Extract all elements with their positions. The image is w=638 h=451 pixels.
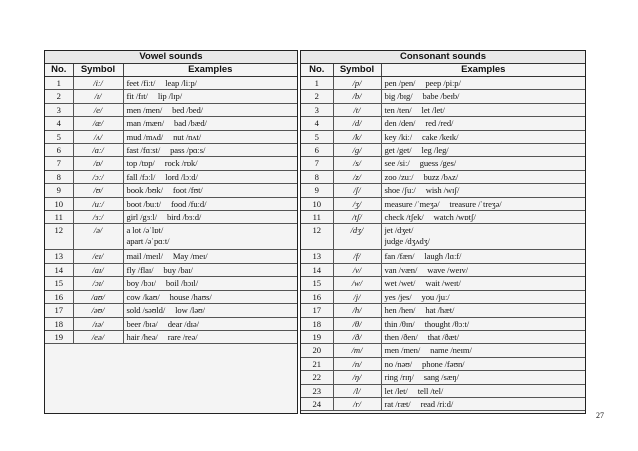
- example-words: [381, 384, 585, 397]
- row-number: 1: [45, 77, 73, 90]
- row-number: 17: [301, 304, 333, 317]
- example-word-2: food /fuːd/: [170, 198, 207, 209]
- example-word-2: watch /wɒtʃ/: [433, 212, 476, 223]
- example-words: [123, 197, 297, 210]
- row-number: 23: [301, 384, 333, 397]
- phoneme-symbol: /ɑː/: [73, 144, 123, 157]
- phoneme-symbol: /ʌ/: [73, 130, 123, 143]
- table-row: [45, 277, 297, 290]
- example-word-1: beer /bɪə/: [126, 318, 158, 329]
- row-number: 6: [45, 144, 73, 157]
- example-words: [381, 330, 585, 343]
- phoneme-symbol: /ŋ/: [333, 371, 381, 384]
- table-row: [45, 130, 297, 143]
- phoneme-symbol: /aʊ/: [73, 290, 123, 303]
- table-row: [301, 144, 585, 157]
- consonant-table-title: Consonant sounds: [301, 51, 585, 64]
- table-row: [45, 103, 297, 116]
- table-row: [45, 290, 297, 303]
- example-word-1: check /tʃek/: [384, 212, 424, 223]
- table-row: [45, 144, 297, 157]
- example-word-1: wet /wet/: [384, 278, 416, 289]
- example-word-2: buy /baɪ/: [163, 264, 193, 275]
- phoneme-symbol: /p/: [333, 77, 381, 90]
- example-word-1: feet /fiːt/: [126, 78, 156, 88]
- example-word-2: pass /pɑːs/: [170, 145, 206, 156]
- example-word-1: den /den/: [384, 118, 416, 129]
- example-words: [381, 90, 585, 103]
- example-word-2: sang /sæŋ/: [423, 372, 459, 383]
- phoneme-symbol: /l/: [333, 384, 381, 397]
- row-number: 24: [301, 397, 333, 410]
- example-word-1: fit /fɪt/: [126, 91, 148, 102]
- row-number: 9: [301, 184, 333, 197]
- example-word-2: guess /ges/: [419, 158, 457, 169]
- example-words: [381, 250, 585, 263]
- example-words: [381, 117, 585, 130]
- example-word-2: foot /fʊt/: [172, 185, 203, 196]
- row-number: 15: [301, 277, 333, 290]
- row-number: 2: [301, 90, 333, 103]
- table-row: [301, 77, 585, 90]
- table-row: [301, 317, 585, 330]
- example-words: [123, 103, 297, 116]
- example-words: [381, 357, 585, 370]
- example-word-2: laugh /lɑːf/: [424, 251, 462, 262]
- phoneme-symbol: /m/: [333, 344, 381, 357]
- phoneme-symbol: /ʒ/: [333, 197, 381, 210]
- table-row: [45, 157, 297, 170]
- phoneme-symbol: /æ/: [73, 117, 123, 130]
- phoneme-symbol: /ʊ/: [73, 184, 123, 197]
- example-word-1: hen /hen/: [384, 305, 416, 316]
- example-word-1: then /ðen/: [384, 331, 418, 342]
- example-word-2: dear /dɪə/: [167, 318, 199, 329]
- consonant-col-symbol: Symbol: [333, 64, 381, 77]
- phoneme-symbol: /h/: [333, 304, 381, 317]
- table-row: [45, 184, 297, 197]
- phoneme-symbol: /ɪ/: [73, 90, 123, 103]
- example-word-2: nut /nʌt/: [173, 131, 202, 142]
- table-row: [301, 224, 585, 250]
- phoneme-symbol: /ə/: [73, 224, 123, 250]
- example-words: [381, 157, 585, 170]
- example-word-2: peep /piːp/: [425, 78, 461, 88]
- example-word-1: boy /bɔɪ/: [126, 278, 156, 289]
- example-word-2: let /let/: [421, 104, 445, 115]
- row-number: 1: [301, 77, 333, 90]
- phoneme-symbol: /ɜː/: [73, 211, 123, 224]
- example-word-1: a lot /əˈlɒt/: [126, 225, 164, 236]
- example-word-2: read /riːd/: [420, 398, 454, 409]
- example-word-1: rat /ræt/: [384, 398, 411, 409]
- row-number: 11: [301, 211, 333, 224]
- phoneme-symbol: /ɪə/: [73, 317, 123, 330]
- example-word-2: lip /lɪp/: [157, 91, 182, 102]
- row-number: 16: [301, 290, 333, 303]
- example-words: [381, 170, 585, 183]
- example-word-1: fan /fæn/: [384, 251, 415, 262]
- example-word-1: men /men/: [126, 104, 163, 115]
- example-word-1: ring /rɪŋ/: [384, 372, 414, 383]
- example-word-1: measure /ˈmeʒə/: [384, 198, 440, 209]
- example-word-1: key /kiː/: [384, 131, 413, 142]
- example-word-2: phone /fəʊn/: [422, 358, 465, 369]
- vowel-sounds-table: [44, 50, 298, 414]
- example-words: [123, 330, 297, 343]
- table-row: [301, 250, 585, 263]
- table-row: [301, 130, 585, 143]
- page-number: 27: [596, 411, 604, 420]
- row-number: 19: [45, 330, 73, 343]
- example-words: [381, 224, 585, 250]
- row-number: 20: [301, 344, 333, 357]
- example-words: [381, 211, 585, 224]
- example-word-2: bad /bæd/: [174, 118, 207, 129]
- phoneme-symbol: /dʒ/: [333, 224, 381, 250]
- example-words: [381, 317, 585, 330]
- phoneme-symbol: /b/: [333, 90, 381, 103]
- example-word-2: leg /leg/: [421, 145, 449, 156]
- example-words: [381, 397, 585, 410]
- row-number: 14: [301, 263, 333, 276]
- example-word-1: fly /flaɪ/: [126, 264, 154, 275]
- row-number: 4: [301, 117, 333, 130]
- example-words: [123, 263, 297, 276]
- phoneme-symbol: /ɒ/: [73, 157, 123, 170]
- example-words: [123, 290, 297, 303]
- example-word-1: top /tɒp/: [126, 158, 155, 169]
- phoneme-symbol: /d/: [333, 117, 381, 130]
- table-row: [301, 90, 585, 103]
- table-row: [301, 371, 585, 384]
- example-words: [381, 197, 585, 210]
- example-word-1: girl /gɜːl/: [126, 212, 157, 223]
- example-word-2: hat /hæt/: [425, 305, 455, 316]
- table-row: [301, 277, 585, 290]
- phoneme-symbol: /əʊ/: [73, 304, 123, 317]
- example-word-2: judge /dʒʌdʒ/: [384, 236, 430, 247]
- table-row: [45, 304, 297, 317]
- example-word-1: men /men/: [384, 345, 421, 356]
- table-row: [45, 317, 297, 330]
- row-number: 7: [301, 157, 333, 170]
- table-row: [45, 211, 297, 224]
- example-word-1: thin /θɪn/: [384, 318, 415, 329]
- table-row: [301, 211, 585, 224]
- vowel-col-examples: Examples: [123, 64, 297, 77]
- example-words: [381, 130, 585, 143]
- table-row: [301, 304, 585, 317]
- table-row: [301, 397, 585, 410]
- example-words: [381, 77, 585, 90]
- phoneme-symbol: /z/: [333, 170, 381, 183]
- example-word-2: May /meɪ/: [172, 251, 208, 262]
- row-number: 2: [45, 90, 73, 103]
- row-number: 11: [45, 211, 73, 224]
- example-words: [381, 304, 585, 317]
- table-row: [301, 117, 585, 130]
- table-row: [301, 263, 585, 276]
- example-word-2: buzz /bʌz/: [423, 171, 458, 182]
- table-row: [45, 224, 297, 250]
- table-row: [301, 184, 585, 197]
- example-words: [381, 144, 585, 157]
- example-word-2: boil /bɔɪl/: [165, 278, 199, 289]
- row-number: 18: [45, 317, 73, 330]
- example-words: [381, 290, 585, 303]
- phoneme-symbol: /iː/: [73, 77, 123, 90]
- row-number: 12: [45, 224, 73, 250]
- table-row: [45, 263, 297, 276]
- row-number: 22: [301, 371, 333, 384]
- example-words: [123, 157, 297, 170]
- example-words: [123, 90, 297, 103]
- phoneme-symbol: /g/: [333, 144, 381, 157]
- example-words: [381, 263, 585, 276]
- example-words: [123, 144, 297, 157]
- example-word-1: big /bɪg/: [384, 91, 413, 102]
- row-number: 8: [45, 170, 73, 183]
- example-word-2: thought /θɔːt/: [424, 318, 470, 329]
- example-word-1: no /nəʊ/: [384, 358, 413, 369]
- phoneme-symbol: /j/: [333, 290, 381, 303]
- example-word-1: hair /heə/: [126, 331, 158, 342]
- example-word-2: rare /reə/: [167, 331, 198, 342]
- example-word-1: cow /kaʊ/: [126, 291, 160, 302]
- row-number: 15: [45, 277, 73, 290]
- example-words: [123, 77, 297, 90]
- table-row: [45, 250, 297, 263]
- example-words: [123, 277, 297, 290]
- example-word-1: mud /mʌd/: [126, 131, 164, 142]
- table-row: [301, 290, 585, 303]
- example-word-1: shoe /ʃuː/: [384, 185, 416, 196]
- example-words: [123, 211, 297, 224]
- table-row: [45, 197, 297, 210]
- row-number: 12: [301, 224, 333, 250]
- phoneme-symbol: /n/: [333, 357, 381, 370]
- row-number: 6: [301, 144, 333, 157]
- table-row: [301, 357, 585, 370]
- phoneme-symbol: /w/: [333, 277, 381, 290]
- phoneme-symbol: /uː/: [73, 197, 123, 210]
- table-row: [45, 330, 297, 343]
- row-number: 3: [301, 103, 333, 116]
- example-words: [123, 224, 297, 250]
- example-word-1: van /væn/: [384, 264, 418, 275]
- example-word-1: fall /fɔːl/: [126, 171, 156, 182]
- row-number: 21: [301, 357, 333, 370]
- row-number: 13: [45, 250, 73, 263]
- row-number: 7: [45, 157, 73, 170]
- phoneme-chart: [44, 50, 586, 414]
- example-word-2: wish /wɪʃ/: [425, 185, 460, 196]
- example-word-2: tell /tel/: [417, 385, 444, 396]
- row-number: 5: [45, 130, 73, 143]
- example-word-1: jet /dʒet/: [384, 225, 414, 236]
- example-word-2: house /haʊs/: [169, 291, 212, 302]
- example-word-2: name /neɪm/: [430, 345, 472, 356]
- example-word-2: rock /rɒk/: [164, 158, 198, 169]
- vowel-col-no: No.: [45, 64, 73, 77]
- row-number: 9: [45, 184, 73, 197]
- vowel-table-title: Vowel sounds: [45, 51, 297, 64]
- table-row: [301, 330, 585, 343]
- example-word-2: wave /weɪv/: [427, 264, 468, 275]
- example-word-1: get /get/: [384, 145, 412, 156]
- row-number: 3: [45, 103, 73, 116]
- example-word-1: sold /səʊld/: [126, 305, 166, 316]
- example-word-2: bird /bɜːd/: [166, 212, 202, 223]
- example-words: [381, 184, 585, 197]
- example-words: [381, 371, 585, 384]
- phoneme-symbol: /aɪ/: [73, 263, 123, 276]
- example-word-2: you /juː/: [421, 291, 450, 302]
- example-word-2: babe /beɪb/: [422, 91, 460, 102]
- table-row: [301, 344, 585, 357]
- example-word-1: boot /buːt/: [126, 198, 161, 209]
- row-number: 8: [301, 170, 333, 183]
- table-row: [301, 103, 585, 116]
- row-number: 10: [45, 197, 73, 210]
- example-word-2: apart /əˈpɑːt/: [126, 236, 170, 247]
- row-number: 10: [301, 197, 333, 210]
- example-word-2: low /ləʊ/: [175, 305, 205, 316]
- table-row: [301, 170, 585, 183]
- example-words: [123, 130, 297, 143]
- phoneme-symbol: /eɪ/: [73, 250, 123, 263]
- table-row: [301, 157, 585, 170]
- table-row: [45, 77, 297, 90]
- row-number: 4: [45, 117, 73, 130]
- example-words: [123, 250, 297, 263]
- example-word-2: red /red/: [425, 118, 454, 129]
- phoneme-symbol: /s/: [333, 157, 381, 170]
- phoneme-symbol: /e/: [73, 103, 123, 116]
- example-word-1: zoo /zuː/: [384, 171, 414, 182]
- phoneme-symbol: /ɔː/: [73, 170, 123, 183]
- row-number: 14: [45, 263, 73, 276]
- phoneme-symbol: /ð/: [333, 330, 381, 343]
- example-word-1: book /bʊk/: [126, 185, 163, 196]
- table-row: [301, 197, 585, 210]
- consonant-col-no: No.: [301, 64, 333, 77]
- phoneme-symbol: /ɔɪ/: [73, 277, 123, 290]
- phoneme-symbol: /θ/: [333, 317, 381, 330]
- example-word-1: man /mæn/: [126, 118, 165, 129]
- example-word-2: treasure /ˈtreʒə/: [449, 198, 502, 209]
- phoneme-symbol: /f/: [333, 250, 381, 263]
- example-word-1: see /siː/: [384, 158, 410, 169]
- phoneme-symbol: /tʃ/: [333, 211, 381, 224]
- example-word-1: let /let/: [384, 385, 408, 396]
- example-word-2: that /ðæt/: [427, 331, 459, 342]
- example-words: [381, 103, 585, 116]
- row-number: 13: [301, 250, 333, 263]
- phoneme-symbol: /k/: [333, 130, 381, 143]
- phoneme-symbol: /v/: [333, 263, 381, 276]
- example-words: [381, 344, 585, 357]
- example-word-1: pen /pen/: [384, 78, 416, 88]
- example-words: [123, 184, 297, 197]
- row-number: 16: [45, 290, 73, 303]
- example-word-2: cake /keɪk/: [422, 131, 459, 142]
- row-number: 5: [301, 130, 333, 143]
- example-word-2: bed /bed/: [172, 104, 203, 115]
- phoneme-symbol: /ʃ/: [333, 184, 381, 197]
- example-word-1: ten /ten/: [384, 104, 412, 115]
- example-word-2: lord /lɔːd/: [165, 171, 198, 182]
- table-row: [45, 90, 297, 103]
- example-words: [123, 117, 297, 130]
- table-row: [301, 384, 585, 397]
- example-word-1: fast /fɑːst/: [126, 145, 161, 156]
- vowel-col-symbol: Symbol: [73, 64, 123, 77]
- row-number: 18: [301, 317, 333, 330]
- phoneme-symbol: /r/: [333, 397, 381, 410]
- example-word-1: yes /jes/: [384, 291, 412, 302]
- example-word-1: mail /meɪl/: [126, 251, 163, 262]
- table-row: [45, 170, 297, 183]
- table-row: [45, 117, 297, 130]
- example-words: [123, 170, 297, 183]
- example-words: [123, 304, 297, 317]
- row-number: 17: [45, 304, 73, 317]
- example-words: [381, 277, 585, 290]
- consonant-col-examples: Examples: [381, 64, 585, 77]
- row-number: 19: [301, 330, 333, 343]
- example-word-2: wait /weɪt/: [425, 278, 461, 289]
- phoneme-symbol: /eə/: [73, 330, 123, 343]
- example-word-2: leap /liːp/: [165, 78, 197, 88]
- consonant-sounds-table: [300, 50, 586, 414]
- phoneme-symbol: /t/: [333, 103, 381, 116]
- example-words: [123, 317, 297, 330]
